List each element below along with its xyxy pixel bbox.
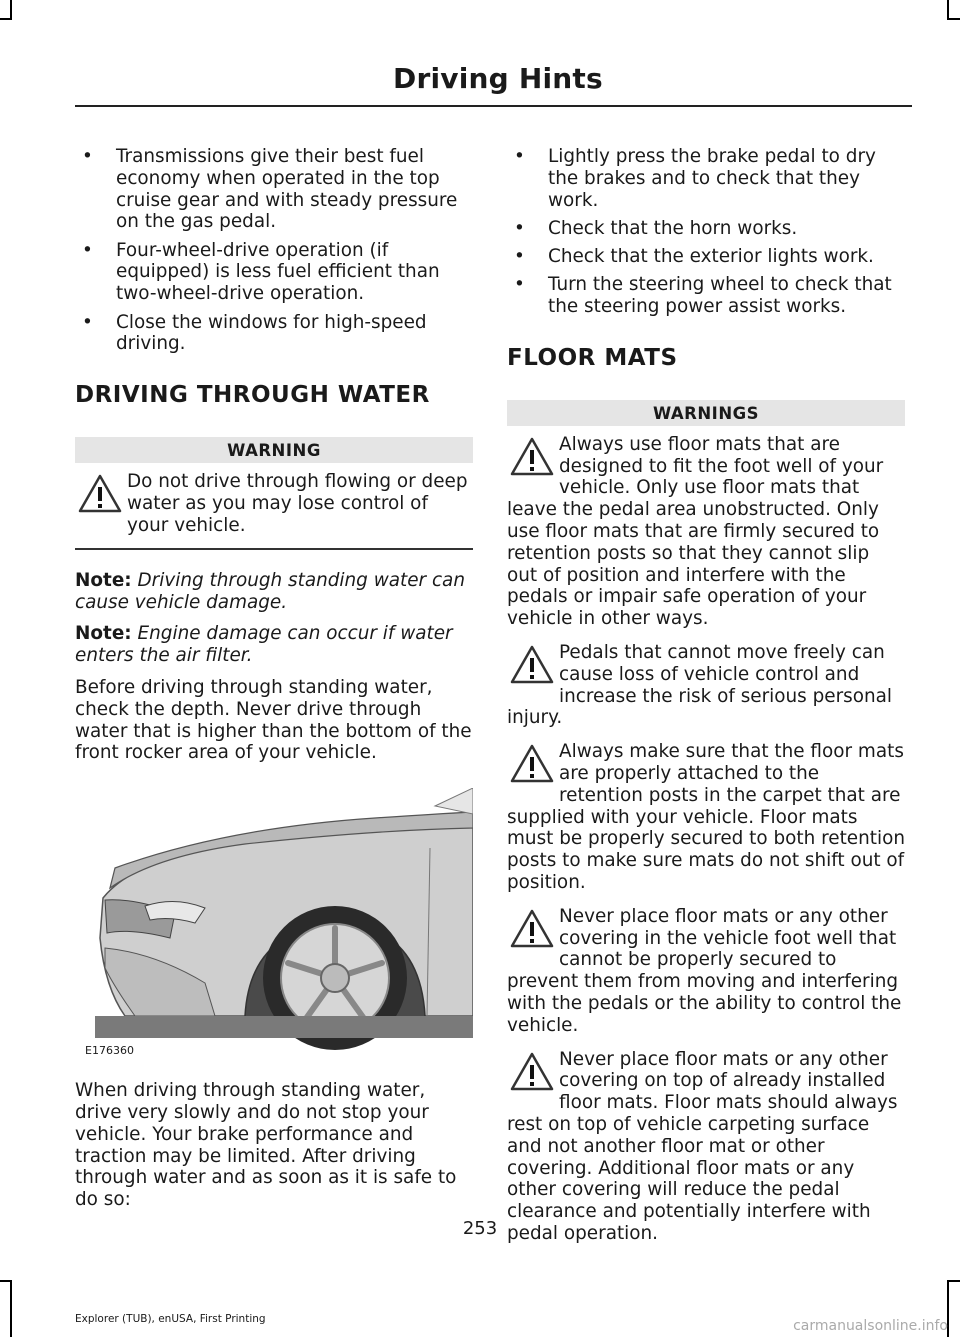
- note-label: Note:: [75, 569, 132, 591]
- car-front-wheel-image: [75, 788, 473, 1050]
- warning-text: Pedals that cannot move freely can cause loss of vehicle control and increase the risk of serious personal injury.: [507, 642, 893, 729]
- water-depth-paragraph: Before driving through standing water, check the depth. Never drive through water that is higher than the bottom of the front rocker area of your vehicle.: [75, 677, 472, 764]
- crop-mark: [947, 1280, 960, 1282]
- warning-block: [507, 906, 905, 1037]
- image-code: E176360: [85, 1044, 134, 1058]
- list-item: • Close the windows for high-speed driving.: [75, 312, 473, 356]
- warning-text: Always make sure that the floor mats are properly attached to the retention posts in the carpet that are supplied with your vehicle. Floor mats must be properly secured to both retention posts to make sure mats do not shift out of position.: [507, 741, 905, 894]
- page-title: Driving Hints: [393, 62, 603, 95]
- warning-triangle-icon: [507, 642, 557, 686]
- crop-mark: [0, 1280, 12, 1282]
- after-water-checks-list: [507, 146, 905, 318]
- warning-triangle-icon: [507, 1049, 557, 1093]
- warning-triangle-icon: [75, 471, 125, 515]
- crop-mark: [10, 1280, 12, 1337]
- vehicle-illustration: [75, 788, 473, 1058]
- note-label: Note:: [75, 623, 132, 645]
- crop-mark: [947, 0, 949, 18]
- warning-text: Do not drive through flowing or deep water as you may lose control of your vehicle.: [127, 470, 468, 536]
- warning-block: [507, 1049, 905, 1245]
- warning-triangle-icon: [507, 906, 557, 950]
- warning-block: [507, 642, 905, 729]
- note-1: [75, 570, 473, 614]
- after-water-paragraph: When driving through standing water, drive very slowly and do not stop your vehicle. Your brake performance and traction may be limited. After driving through water and as soon as it is safe to do so:: [75, 1080, 457, 1211]
- crop-mark: [0, 18, 12, 20]
- note-text: Engine damage can occur if water enters the air filter.: [75, 623, 453, 667]
- page-number: 253: [462, 1218, 498, 1239]
- fuel-tips-list: [75, 146, 473, 355]
- section-title-floor-mats: FLOOR MATS: [507, 345, 678, 372]
- right-column: [507, 146, 905, 1245]
- footer-text: Explorer (TUB), enUSA, First Printing: [75, 1313, 266, 1325]
- list-item: • Transmissions give their best fuel economy when operated in the top cruise gear and with steady pressure on the gas pedal.: [75, 146, 473, 233]
- warning-block: [75, 471, 473, 536]
- crop-mark: [947, 18, 960, 20]
- warning-header: WARNING: [75, 437, 473, 463]
- warnings-header: WARNINGS: [507, 400, 905, 426]
- list-item: • Four-wheel-drive operation (if equipped) is less fuel efficient than two-wheel-drive operation.: [75, 240, 473, 305]
- warning-text: Never place floor mats or any other covering in the vehicle foot well that cannot be properly secured to prevent them from moving and interfering with the pedals or the ability to control the vehicle.: [507, 905, 902, 1036]
- header-divider: [75, 105, 912, 107]
- warning-triangle-icon: [507, 434, 557, 478]
- left-column: [75, 146, 473, 1211]
- note-text: Driving through standing water can cause vehicle damage.: [75, 569, 465, 613]
- warning-text: Never place floor mats or any other covering on top of already installed floor mats. Floor mats should always rest on top of vehicle carpeting surface and not another floor mat or other covering. Additional floor mats or any other covering will reduce the pedal clearance and potentially interfere with pedal operation.: [507, 1048, 898, 1244]
- list-item: • Turn the steering wheel to check that the steering power assist works.: [507, 274, 905, 318]
- section-title-driving-through-water: DRIVING THROUGH WATER: [75, 382, 430, 409]
- list-item: • Check that the exterior lights work.: [507, 246, 905, 268]
- list-item: • Lightly press the brake pedal to dry the brakes and to check that they work.: [507, 146, 905, 211]
- crop-mark: [10, 0, 12, 18]
- warning-text: Always use floor mats that are designed to fit the foot well of your vehicle. Only use floor mats that leave the pedal area unobstructed. Only use floor mats that are firmly secured to retention posts so that they cannot slip out of position and interfere with the pedals or impair safe operation of your vehicle in other ways.: [507, 433, 884, 630]
- warning-block: [507, 741, 905, 894]
- warning-divider: [75, 548, 473, 550]
- warning-block: [507, 434, 905, 630]
- note-2: [75, 623, 473, 667]
- warning-triangle-icon: [507, 741, 557, 785]
- list-item: • Check that the horn works.: [507, 218, 905, 240]
- watermark: carmanualsonline.info: [793, 1318, 948, 1334]
